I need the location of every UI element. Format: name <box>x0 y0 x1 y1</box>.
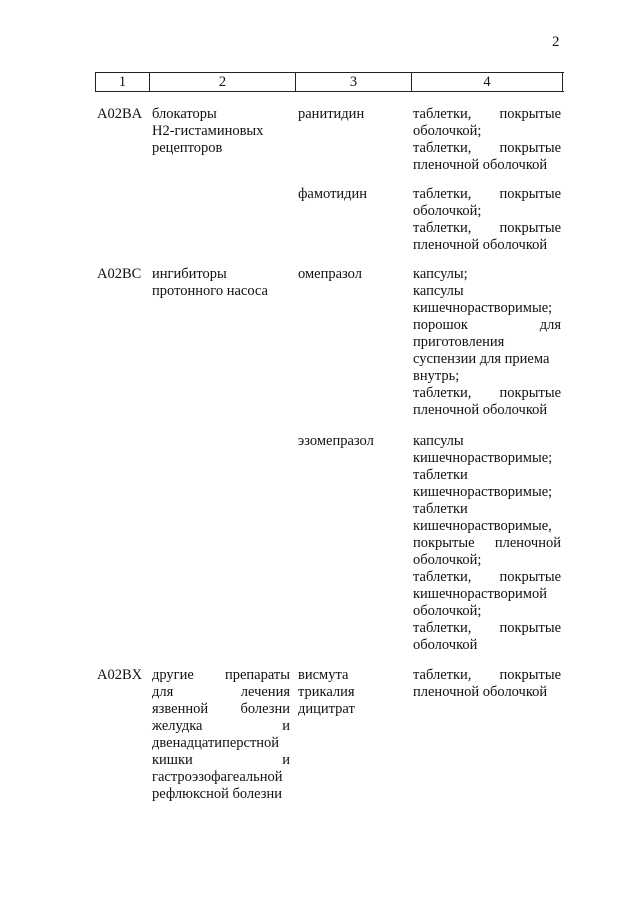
form-word: порошок <box>413 317 468 333</box>
drug-name: омепразол <box>298 266 362 282</box>
group-word: язвенной <box>152 701 209 717</box>
form-word: пленочной <box>494 535 561 551</box>
group-line: блокаторы <box>152 106 217 122</box>
pharmacological-group <box>152 106 290 157</box>
group-line: гастроэзофагеальной <box>152 769 283 785</box>
form-line: кишечнорастворимые; <box>413 300 553 316</box>
atc-code: A02BC <box>97 266 142 282</box>
header-col-1: 1 <box>95 73 149 91</box>
drug-name: эзомепразол <box>298 433 374 449</box>
group-word: для <box>152 684 174 700</box>
header-col-2: 2 <box>149 73 295 91</box>
group-word: и <box>282 752 290 768</box>
form-line <box>413 106 561 123</box>
drug-name <box>298 667 403 718</box>
form-line <box>413 667 561 684</box>
form-line <box>413 317 561 334</box>
form-line: оболочкой; <box>413 203 482 219</box>
form-line: кишечнорастворимые, <box>413 518 552 534</box>
form-line <box>413 385 561 402</box>
drug-name: ранитидин <box>298 106 365 122</box>
drug-name: фамотидин <box>298 186 368 202</box>
form-word: таблетки, <box>413 140 472 156</box>
group-line <box>152 701 290 718</box>
form-line: капсулы <box>413 433 464 449</box>
group-line: рецепторов <box>152 140 223 156</box>
form-word: таблетки, <box>413 667 472 683</box>
form-line: кишечнорастворимые; <box>413 450 553 466</box>
group-word: другие <box>152 667 194 683</box>
header-col-4: 4 <box>411 73 563 91</box>
dosage-forms <box>413 667 561 701</box>
form-word: покрытые <box>499 140 561 156</box>
form-line: пленочной оболочкой <box>413 684 548 700</box>
dosage-forms <box>413 266 561 419</box>
pharmacological-group <box>152 266 290 300</box>
form-word: покрытые <box>413 535 475 551</box>
form-line: пленочной оболочкой <box>413 402 548 418</box>
form-word: покрытые <box>499 569 561 585</box>
page-number: 2 <box>552 34 560 50</box>
group-line: Н2-гистаминовых <box>152 123 264 139</box>
form-line: таблетки <box>413 467 468 483</box>
form-line <box>413 569 561 586</box>
drug-line: висмута <box>298 667 349 683</box>
form-line: кишечнорастворимой <box>413 586 547 602</box>
form-line: оболочкой; <box>413 552 482 568</box>
form-word: покрытые <box>499 220 561 236</box>
table-header <box>95 72 564 92</box>
group-word: кишки <box>152 752 193 768</box>
dosage-forms <box>413 106 561 174</box>
group-line <box>152 718 290 735</box>
group-line: ингибиторы <box>152 266 227 282</box>
form-word: таблетки, <box>413 106 472 122</box>
pharmacological-group <box>152 667 290 803</box>
form-line: капсулы <box>413 283 464 299</box>
group-word: лечения <box>240 684 290 700</box>
form-word: для <box>539 317 561 333</box>
form-word: покрытые <box>499 385 561 401</box>
form-word: покрытые <box>499 620 561 636</box>
form-line: кишечнорастворимые; <box>413 484 553 500</box>
form-word: покрытые <box>499 667 561 683</box>
form-line: внутрь; <box>413 368 460 384</box>
form-line: оболочкой <box>413 637 478 653</box>
form-line <box>413 535 561 552</box>
form-line: капсулы; <box>413 266 468 282</box>
group-line <box>152 667 290 684</box>
form-word: таблетки, <box>413 186 472 202</box>
group-line: рефлюксной болезни <box>152 786 283 802</box>
group-line <box>152 752 290 769</box>
group-line: протонного насоса <box>152 283 268 299</box>
form-line <box>413 186 561 203</box>
form-word: таблетки, <box>413 385 472 401</box>
form-line: суспензии для приема <box>413 351 550 367</box>
drug-line: дицитрат <box>298 701 355 717</box>
form-word: таблетки, <box>413 569 472 585</box>
form-line: пленочной оболочкой <box>413 157 548 173</box>
dosage-forms <box>413 433 561 654</box>
group-word: желудка <box>152 718 203 734</box>
form-word: таблетки, <box>413 220 472 236</box>
dosage-forms <box>413 186 561 254</box>
atc-code: A02BA <box>97 106 143 122</box>
form-line: приготовления <box>413 334 505 350</box>
form-word: покрытые <box>499 186 561 202</box>
form-line: оболочкой; <box>413 603 482 619</box>
form-word: таблетки, <box>413 620 472 636</box>
drug-line: трикалия <box>298 684 355 700</box>
form-line <box>413 140 561 157</box>
group-word: болезни <box>240 701 290 717</box>
form-line <box>413 220 561 237</box>
header-col-3: 3 <box>295 73 411 91</box>
group-word: и <box>282 718 290 734</box>
form-line <box>413 620 561 637</box>
atc-code: A02BX <box>97 667 143 683</box>
group-line: двенадцатиперстной <box>152 735 280 751</box>
group-word: препараты <box>224 667 290 683</box>
form-line: оболочкой; <box>413 123 482 139</box>
form-line: таблетки <box>413 501 468 517</box>
form-word: покрытые <box>499 106 561 122</box>
form-line: пленочной оболочкой <box>413 237 548 253</box>
group-line <box>152 684 290 701</box>
